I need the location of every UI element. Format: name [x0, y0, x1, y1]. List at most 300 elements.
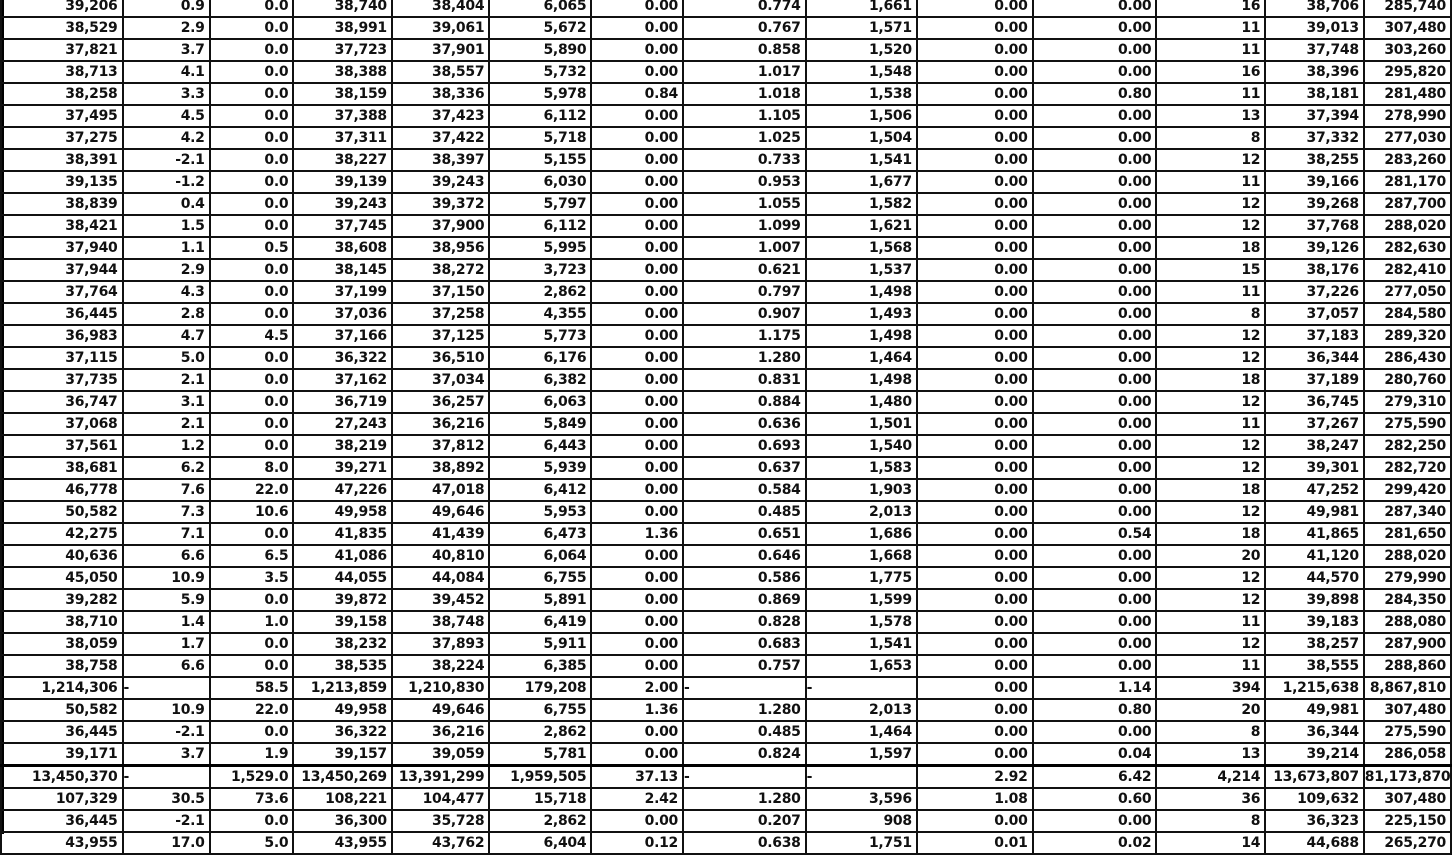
table-cell: 38,227	[293, 149, 392, 171]
table-cell: 3.5	[210, 567, 294, 589]
table-cell: 0.00	[1033, 127, 1157, 149]
table-cell: 13,450,269	[293, 766, 392, 789]
table-cell: 0.00	[917, 325, 1033, 347]
table-cell: 38,421	[1, 215, 123, 237]
table-cell: 37,768	[1265, 215, 1364, 237]
table-cell: 287,340	[1364, 501, 1451, 523]
table-cell: 1,548	[806, 61, 917, 83]
table-cell: 12	[1156, 589, 1265, 611]
table-cell: 0.00	[591, 721, 683, 743]
table-cell: 6.42	[1033, 766, 1157, 789]
table-row	[1, 325, 1451, 347]
table-cell: 6.5	[210, 545, 294, 567]
table-cell: 37,495	[1, 105, 123, 127]
table-cell: 1,751	[806, 832, 917, 854]
table-cell: 11	[1156, 83, 1265, 105]
table-cell: 307,480	[1364, 699, 1451, 721]
table-row	[1, 237, 1451, 259]
table-cell: 37,150	[392, 281, 489, 303]
table-cell: 0.0	[210, 303, 294, 325]
table-cell: 49,981	[1265, 699, 1364, 721]
table-cell: 36,445	[1, 721, 123, 743]
table-cell: 38,181	[1265, 83, 1364, 105]
table-cell: 7.1	[123, 523, 210, 545]
table-row	[1, 281, 1451, 303]
table-cell: 3.1	[123, 391, 210, 413]
table-cell: 1.105	[683, 105, 806, 127]
table-cell: 38,397	[392, 149, 489, 171]
table-cell: 36,322	[293, 347, 392, 369]
table-cell: 6.2	[123, 457, 210, 479]
table-cell: 0.00	[1033, 369, 1157, 391]
table-cell: 5,781	[489, 743, 591, 766]
table-cell: 5,978	[489, 83, 591, 105]
table-cell: 37,258	[392, 303, 489, 325]
table-cell: 37,748	[1265, 39, 1364, 61]
table-cell: 39,171	[1, 743, 123, 766]
table-cell: 2.9	[123, 259, 210, 281]
table-cell: 0.207	[683, 810, 806, 832]
table-cell: 279,310	[1364, 391, 1451, 413]
table-cell: 4.1	[123, 61, 210, 83]
table-cell: 0.858	[683, 39, 806, 61]
table-cell: 1.017	[683, 61, 806, 83]
table-cell: 18	[1156, 479, 1265, 501]
table-cell: 39,139	[293, 171, 392, 193]
table-cell: 0.00	[1033, 17, 1157, 39]
table-cell: 1,668	[806, 545, 917, 567]
table-cell: 281,650	[1364, 523, 1451, 545]
table-cell: 0.00	[1033, 39, 1157, 61]
table-cell: 12	[1156, 215, 1265, 237]
table-cell: 1,520	[806, 39, 917, 61]
table-cell: 6,382	[489, 369, 591, 391]
table-cell: 20	[1156, 545, 1265, 567]
total-row	[1, 832, 1451, 854]
table-cell: 39,372	[392, 193, 489, 215]
table-cell: 1,498	[806, 325, 917, 347]
table-cell: 39,183	[1265, 611, 1364, 633]
table-cell: 4.5	[210, 325, 294, 347]
table-cell: 0.00	[591, 105, 683, 127]
table-cell: 46,778	[1, 479, 123, 501]
table-cell: 0.00	[591, 810, 683, 832]
table-cell: 37,311	[293, 127, 392, 149]
table-cell: 6,419	[489, 611, 591, 633]
table-row	[1, 501, 1451, 523]
table-cell: 275,590	[1364, 413, 1451, 435]
table-cell: 36,257	[392, 391, 489, 413]
table-cell: 38,159	[293, 83, 392, 105]
table-cell: 0.00	[1033, 347, 1157, 369]
table-cell: 2.00	[591, 677, 683, 699]
table-cell: 0.00	[591, 743, 683, 766]
table-cell: 0.00	[591, 655, 683, 677]
table-cell: 0.00	[1033, 457, 1157, 479]
table-cell: 280,760	[1364, 369, 1451, 391]
table-cell: 0.693	[683, 435, 806, 457]
table-cell: 1,480	[806, 391, 917, 413]
table-cell: 36,719	[293, 391, 392, 413]
table-cell: 8	[1156, 127, 1265, 149]
table-cell: 10.6	[210, 501, 294, 523]
table-cell: 20	[1156, 699, 1265, 721]
table-cell: 37,036	[293, 303, 392, 325]
table-cell: 1,597	[806, 743, 917, 766]
table-cell: 394	[1156, 677, 1265, 699]
table-cell: 0.0	[210, 369, 294, 391]
table-cell: 38,336	[392, 83, 489, 105]
table-cell: 41,835	[293, 523, 392, 545]
table-cell: 1,213,859	[293, 677, 392, 699]
table-cell: 38,608	[293, 237, 392, 259]
table-cell: 36,323	[1265, 810, 1364, 832]
table-cell: 0.00	[591, 17, 683, 39]
table-cell: 0.00	[591, 303, 683, 325]
table-cell: 50,582	[1, 501, 123, 523]
table-cell: 6.6	[123, 655, 210, 677]
table-cell: 5,891	[489, 589, 591, 611]
table-cell: 1,215,638	[1265, 677, 1364, 699]
table-cell: 4.5	[123, 105, 210, 127]
table-cell: 1,498	[806, 369, 917, 391]
table-cell: 38,839	[1, 193, 123, 215]
table-cell: 288,020	[1364, 215, 1451, 237]
table-cell: 38,748	[392, 611, 489, 633]
table-cell: 11	[1156, 281, 1265, 303]
table-cell: 3.7	[123, 39, 210, 61]
table-row	[1, 61, 1451, 83]
table-cell: 38,219	[293, 435, 392, 457]
table-cell: 37.13	[591, 766, 683, 789]
table-cell: 0.00	[917, 215, 1033, 237]
table-cell: 37,183	[1265, 325, 1364, 347]
table-cell: 43,955	[293, 832, 392, 854]
table-cell: 49,981	[1265, 501, 1364, 523]
table-cell: 37,422	[392, 127, 489, 149]
table-cell: 44,570	[1265, 567, 1364, 589]
table-cell: 11	[1156, 171, 1265, 193]
table-cell: 6,112	[489, 105, 591, 127]
table-cell: 37,812	[392, 435, 489, 457]
table-cell: 37,561	[1, 435, 123, 457]
table-cell: 0.884	[683, 391, 806, 413]
table-cell: 4.2	[123, 127, 210, 149]
table-row	[1, 611, 1451, 633]
table-cell: 0.54	[1033, 523, 1157, 545]
table-cell: 0.00	[591, 61, 683, 83]
table-cell: 2,013	[806, 699, 917, 721]
table-cell: 0.00	[917, 61, 1033, 83]
table-cell: 0.00	[591, 633, 683, 655]
table-cell: 8	[1156, 303, 1265, 325]
table-cell: 0.828	[683, 611, 806, 633]
table-cell: 11	[1156, 611, 1265, 633]
table-cell: 11	[1156, 413, 1265, 435]
table-cell: 38,145	[293, 259, 392, 281]
table-cell: 0.0	[210, 193, 294, 215]
table-cell: 36	[1156, 788, 1265, 810]
table-cell: 281,170	[1364, 171, 1451, 193]
table-cell: 0.00	[917, 237, 1033, 259]
table-cell: 0.0	[210, 633, 294, 655]
table-cell: 38,557	[392, 61, 489, 83]
table-cell: -	[683, 766, 806, 789]
table-cell: 38,681	[1, 457, 123, 479]
table-cell: 49,958	[293, 699, 392, 721]
table-cell: 0.00	[917, 193, 1033, 215]
table-cell: 0.953	[683, 171, 806, 193]
table-cell: 37,125	[392, 325, 489, 347]
table-cell: 6,755	[489, 567, 591, 589]
table-cell: 0.00	[1033, 193, 1157, 215]
table-cell: 38,258	[1, 83, 123, 105]
table-cell: 1.0	[210, 611, 294, 633]
table-cell: 0.00	[917, 435, 1033, 457]
table-cell: 4,355	[489, 303, 591, 325]
table-cell: 0.0	[210, 347, 294, 369]
table-cell: 49,958	[293, 501, 392, 523]
table-cell: 0.00	[917, 810, 1033, 832]
table-cell: 39,268	[1265, 193, 1364, 215]
table-cell: 37,944	[1, 259, 123, 281]
table-cell: 0.00	[591, 369, 683, 391]
table-cell: 0.84	[591, 83, 683, 105]
table-cell: 4.7	[123, 325, 210, 347]
table-row	[1, 17, 1451, 39]
table-cell: 0.80	[1033, 699, 1157, 721]
table-cell: 299,420	[1364, 479, 1451, 501]
table-row	[1, 655, 1451, 677]
table-cell: 37,735	[1, 369, 123, 391]
table-cell: 6,473	[489, 523, 591, 545]
table-cell: 38,758	[1, 655, 123, 677]
table-cell: 0.0	[210, 215, 294, 237]
table-cell: 38,391	[1, 149, 123, 171]
table-cell: 1.055	[683, 193, 806, 215]
table-cell: 0.00	[591, 501, 683, 523]
table-cell: 0.00	[591, 0, 683, 17]
table-cell: 0.683	[683, 633, 806, 655]
table-cell: 0.00	[1033, 105, 1157, 127]
table-cell: 0.638	[683, 832, 806, 854]
table-cell: 1.025	[683, 127, 806, 149]
table-cell: 2.8	[123, 303, 210, 325]
table-cell: 0.00	[917, 149, 1033, 171]
table-cell: 0.00	[917, 545, 1033, 567]
table-cell: 38,991	[293, 17, 392, 39]
table-cell: 0.02	[1033, 832, 1157, 854]
table-cell: 39,157	[293, 743, 392, 766]
table-cell: 0.00	[917, 699, 1033, 721]
table-cell: 0.869	[683, 589, 806, 611]
table-cell: 0.00	[1033, 479, 1157, 501]
table-cell: 0.0	[210, 83, 294, 105]
table-cell: 0.0	[210, 413, 294, 435]
table-cell: 0.767	[683, 17, 806, 39]
table-cell: 0.0	[210, 149, 294, 171]
table-cell: 0.0	[210, 523, 294, 545]
table-cell: 1.2	[123, 435, 210, 457]
table-cell: 0.00	[591, 347, 683, 369]
table-cell: 3.7	[123, 743, 210, 766]
table-cell: 295,820	[1364, 61, 1451, 83]
table-cell: 0.00	[1033, 303, 1157, 325]
table-cell: 179,208	[489, 677, 591, 699]
table-cell: 2.42	[591, 788, 683, 810]
table-cell: 41,086	[293, 545, 392, 567]
table-cell: 5,797	[489, 193, 591, 215]
table-cell: 0.0	[210, 435, 294, 457]
table-cell: -	[806, 677, 917, 699]
table-cell: 0.00	[1033, 171, 1157, 193]
table-cell: 12	[1156, 347, 1265, 369]
summary-row	[1, 677, 1451, 699]
table-cell: 2.9	[123, 17, 210, 39]
table-cell: 18	[1156, 523, 1265, 545]
table-cell: 18	[1156, 369, 1265, 391]
table-cell: 49,646	[392, 501, 489, 523]
table-cell: 16	[1156, 0, 1265, 17]
summary-row	[1, 699, 1451, 721]
table-cell: 41,865	[1265, 523, 1364, 545]
table-cell: 12	[1156, 149, 1265, 171]
table-cell: 39,059	[392, 743, 489, 766]
table-cell: 0.907	[683, 303, 806, 325]
table-cell: 1,464	[806, 721, 917, 743]
table-cell: 7.6	[123, 479, 210, 501]
table-cell: 6,755	[489, 699, 591, 721]
table-cell: 0.636	[683, 413, 806, 435]
table-row	[1, 83, 1451, 105]
table-cell: 0.00	[1033, 391, 1157, 413]
table-cell: 282,410	[1364, 259, 1451, 281]
table-cell: 12	[1156, 501, 1265, 523]
table-cell: 43,955	[1, 832, 123, 854]
table-cell: 38,956	[392, 237, 489, 259]
table-cell: 12	[1156, 193, 1265, 215]
table-cell: 1.280	[683, 699, 806, 721]
table-cell: 109,632	[1265, 788, 1364, 810]
table-cell: 37,940	[1, 237, 123, 259]
table-cell: 1,541	[806, 633, 917, 655]
table-row	[1, 149, 1451, 171]
table-cell: 39,214	[1265, 743, 1364, 766]
table-cell: 0.00	[917, 413, 1033, 435]
table-cell: 6,112	[489, 215, 591, 237]
table-cell: 41,120	[1265, 545, 1364, 567]
table-cell: 0.0	[210, 391, 294, 413]
table-cell: 2,862	[489, 281, 591, 303]
table-row	[1, 259, 1451, 281]
table-cell: 0.00	[917, 743, 1033, 766]
table-cell: 0.0	[210, 61, 294, 83]
table-cell: 0.831	[683, 369, 806, 391]
table-cell: 0.00	[917, 501, 1033, 523]
table-cell: 6,065	[489, 0, 591, 17]
table-cell: 0.00	[591, 567, 683, 589]
table-cell: 1.7	[123, 633, 210, 655]
table-cell: 11	[1156, 655, 1265, 677]
table-cell: 1,621	[806, 215, 917, 237]
table-cell: 36,344	[1265, 347, 1364, 369]
table-cell: 1,493	[806, 303, 917, 325]
table-cell: -2.1	[123, 810, 210, 832]
table-cell: 1.280	[683, 788, 806, 810]
table-cell: 38,535	[293, 655, 392, 677]
table-cell: 0.0	[210, 105, 294, 127]
table-cell: 5,732	[489, 61, 591, 83]
table-cell: 38,388	[293, 61, 392, 83]
table-cell: 0.774	[683, 0, 806, 17]
table-cell: 12	[1156, 325, 1265, 347]
table-cell: 1,498	[806, 281, 917, 303]
table-body	[1, 0, 1451, 854]
table-cell: 37,764	[1, 281, 123, 303]
table-cell: 6,443	[489, 435, 591, 457]
table-cell: 0.00	[591, 193, 683, 215]
table-cell: 73.6	[210, 788, 294, 810]
table-cell: 1,599	[806, 589, 917, 611]
table-cell: 5,672	[489, 17, 591, 39]
table-cell: 0.00	[591, 413, 683, 435]
summary-row	[1, 743, 1451, 766]
table-cell: 0.651	[683, 523, 806, 545]
table-cell: 0.00	[917, 105, 1033, 127]
table-cell: 1,506	[806, 105, 917, 127]
table-cell: 8,867,810	[1364, 677, 1451, 699]
table-cell: 278,990	[1364, 105, 1451, 127]
table-cell: 38,396	[1265, 61, 1364, 83]
table-cell: 39,135	[1, 171, 123, 193]
table-cell: 35,728	[392, 810, 489, 832]
table-cell: 16	[1156, 61, 1265, 83]
table-cell: 307,480	[1364, 17, 1451, 39]
table-cell: 1.14	[1033, 677, 1157, 699]
table-cell: 0.00	[917, 721, 1033, 743]
table-cell: -	[683, 677, 806, 699]
table-cell: 0.00	[1033, 721, 1157, 743]
table-cell: 49,646	[392, 699, 489, 721]
table-cell: 0.0	[210, 0, 294, 17]
table-cell: 39,872	[293, 589, 392, 611]
table-cell: 0.00	[1033, 589, 1157, 611]
table-cell: 37,901	[392, 39, 489, 61]
table-cell: 1.9	[210, 743, 294, 766]
table-cell: 284,580	[1364, 303, 1451, 325]
table-cell: 1,903	[806, 479, 917, 501]
table-cell: 36,322	[293, 721, 392, 743]
table-cell: 0.00	[591, 457, 683, 479]
table-row	[1, 105, 1451, 127]
table-cell: 1,214,306	[1, 677, 123, 699]
total-row	[1, 766, 1451, 789]
table-cell: 0.00	[917, 523, 1033, 545]
table-cell: 1.280	[683, 347, 806, 369]
table-cell: 282,720	[1364, 457, 1451, 479]
table-cell: 1,501	[806, 413, 917, 435]
table-cell: 0.00	[917, 259, 1033, 281]
table-cell: 0.0	[210, 39, 294, 61]
table-cell: 13,450,370	[1, 766, 123, 789]
table-cell: 2.1	[123, 413, 210, 435]
table-cell: 1,571	[806, 17, 917, 39]
table-cell: 287,900	[1364, 633, 1451, 655]
table-cell: 0.00	[917, 611, 1033, 633]
table-row	[1, 127, 1451, 149]
table-cell: 0.00	[1033, 611, 1157, 633]
table-cell: 0.0	[210, 810, 294, 832]
